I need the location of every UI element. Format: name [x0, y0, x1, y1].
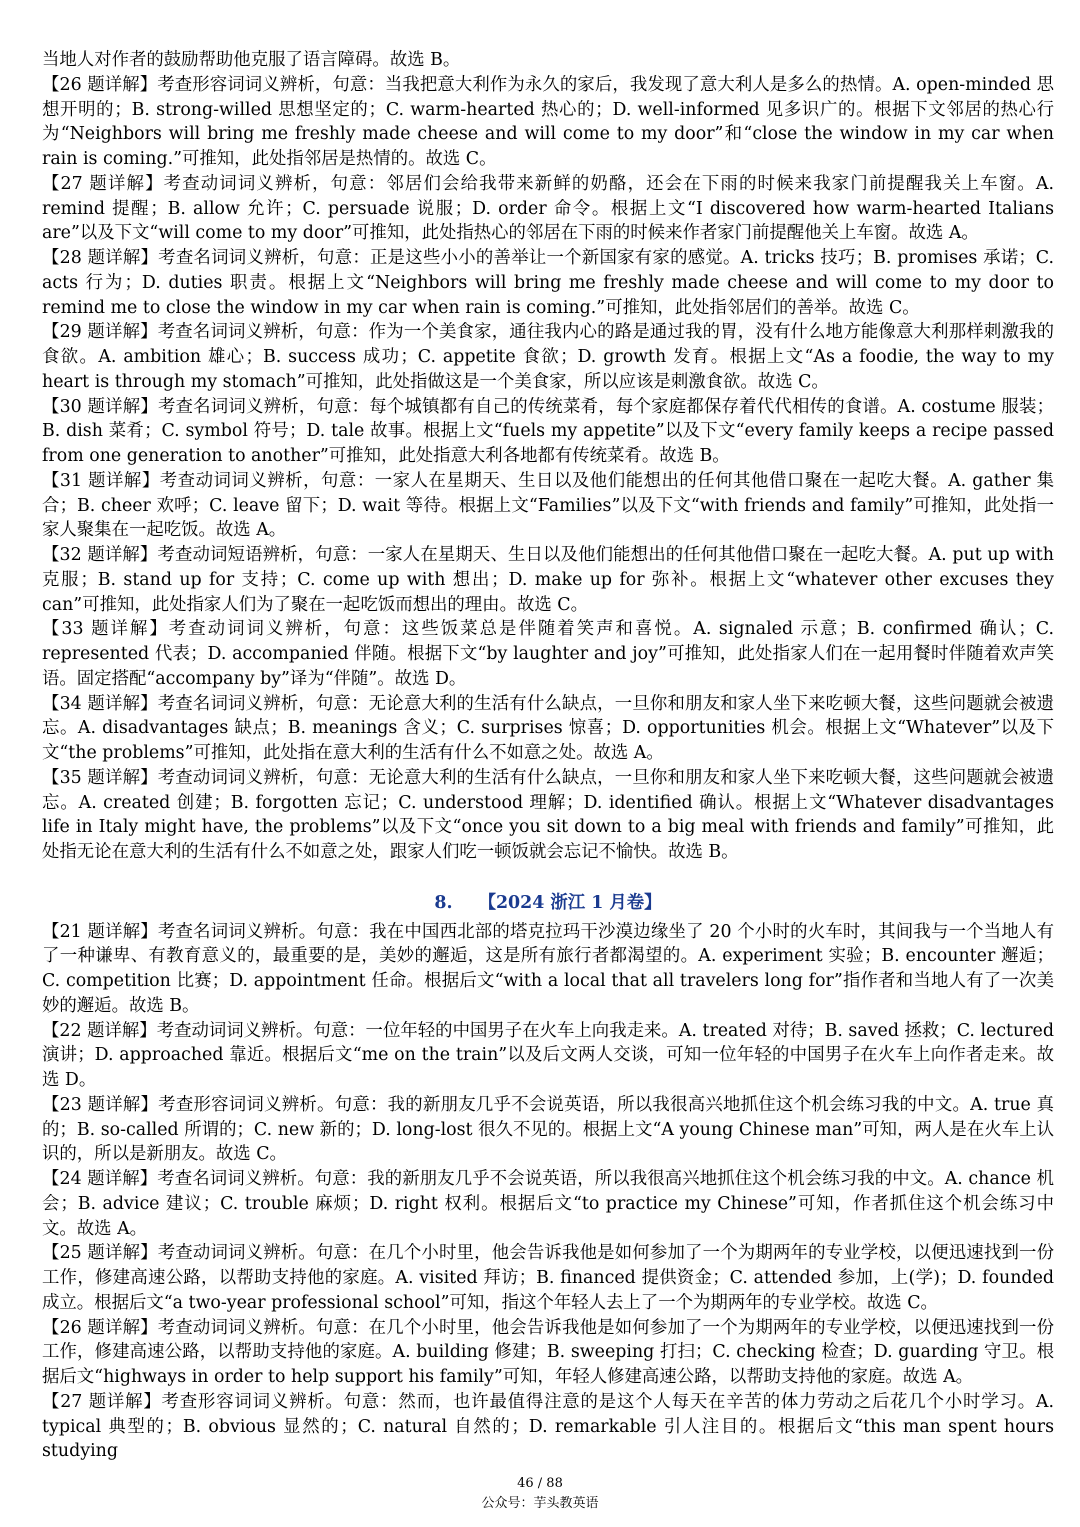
answer-explanation-q26: 【26 题详解】考查形容词词义辨析，句意：当我把意大利作为永久的家后，我发现了意大利人是多么的热情。A. open-minded 思想开明的；B. strong-willed 思想坚定的；C. warm-hearted 热心的；D. well-informed 见多识广的。根据下文邻居的热心行为“Neighbors will bring me freshly made cheese and will come to my door”和“close the window in my car when rain is coming.”可推知，此处指邻居是热情的。故选 C。 [42, 74, 1054, 169]
answer-explanation-q22: 【22 题详解】考查动词词义辨析。句意：一位年轻的中国男子在火车上向我走来。A. treated 对待；B. saved 拯救；C. lectured 演讲；D. approached 靠近。根据后文“me on the train”以及后文两人交谈，可知一位年轻的中国男子在火车上向作者走来。故选 D。 [42, 1020, 1054, 1090]
answer-explanation-q35: 【35 题详解】考查动词词义辨析，句意：无论意大利的生活有什么缺点，一旦你和朋友和家人坐下来吃顿大餐，这些问题就会被遗忘。A. created 创建；B. forgotten 忘记；C. understood 理解；D. identified 确认。根据上文“Whatever disadvantages life in Italy might have, the problems”以及下文“once you sit down to a big meal with friends and family”可推知，此处指无论在意大利的生活有什么不如意之处，跟家人们吃一顿饭就会忘记不愉快。故选 B。 [42, 767, 1054, 862]
answer-explanation-q34: 【34 题详解】考查名词词义辨析，句意：无论意大利的生活有什么缺点，一旦你和朋友和家人坐下来吃顿大餐，这些问题就会被遗忘。A. disadvantages 缺点；B. meanings 含义；C. surprises 惊喜；D. opportunities 机会。根据上文“Whatever”以及下文“the problems”可推知，此处指在意大利的生活有什么不如意之处。故选 A。 [42, 693, 1054, 763]
answer-explanation-q28: 【28 题详解】考查名词词义辨析，句意：正是这些小小的善举让一个新国家有家的感觉。A. tricks 技巧；B. promises 承诺；C. acts 行为；D. duties 职责。根据上文“Neighbors will bring me freshly made cheese and will come to my door to remind me to close the window in my car when rain is coming.”可推知，此处指邻居们的善举。故选 C。 [42, 248, 1054, 318]
answer-explanation-q27: 【27 题详解】考查动词词义辨析，句意：邻居们会给我带来新鲜的奶酪，还会在下雨的时候来我家门前提醒我关上车窗。A. remind 提醒；B. allow 允许；C. persuade 说服；D. order 命令。根据上文“I discovered how warm-hearted Italians are”以及下文“will come to my door”可推知，此处指热心的邻居在下雨的时候来作者家门前提醒他关上车窗。故选 A。 [42, 173, 1054, 244]
section-number: 8. [434, 892, 453, 913]
answer-explanation-q33: 【33 题详解】考查动词词义辨析，句意：这些饭菜总是伴随着笑声和喜悦。A. signaled 示意；B. confirmed 确认；C. represented 代表；D. accompanied 伴随。根据下文“by laughter and joy”可推知，此处指家人们在一起用餐时伴随着欢声笑语。固定搭配“accompany by”译为“伴随”。故选 D。 [42, 619, 1054, 689]
section-heading [42, 891, 1054, 916]
page-content [42, 48, 1054, 1464]
section-title: 【2024 浙江 1 月卷】 [478, 892, 662, 913]
answer-explanation-q27-b: 【27 题详解】考查形容词词义辨析。句意：然而，也许最值得注意的是这个人每天在辛苦的体力劳动之后花几个小时学习。A. typical 典型的；B. obvious 显然的；C. natural 自然的；D. remarkable 引人注目的。根据后文“this man spent hours studying [42, 1391, 1054, 1462]
answer-explanation-q25: 【25 题详解】考查动词词义辨析。句意：在几个小时里，他会告诉我他是如何参加了一个为期两年的专业学校，以便迅速找到一份工作，修建高速公路，以帮助支持他的家庭。A. visited 拜访；B. financed 提供资金；C. attended 参加，上(学)；D. founded 成立。根据后文“a two-year professional school”可知，指这个年轻人去上了一个为期两年的专业学校。故选 C。 [42, 1243, 1054, 1313]
answer-explanation-q30: 【30 题详解】考查名词词义辨析，句意：每个城镇都有自己的传统菜肴，每个家庭都保存着代代相传的食谱。A. costume 服装；B. dish 菜肴；C. symbol 符号；D. tale 故事。根据上文“fuels my appetite”以及下文“every family keeps a recipe passed from one generation to another”可推知，此处指意大利各地都有传统菜肴。故选 B。 [42, 396, 1054, 466]
page-number: 46 / 88 [517, 1476, 563, 1491]
page-footer [0, 1474, 1080, 1514]
answer-explanation-q32: 【32 题详解】考查动词短语辨析，句意：一家人在星期天、生日以及他们能想出的任何其他借口聚在一起吃大餐。A. put up with 克服；B. stand up for 支持；C. come up with 想出；D. make up for 弥补。根据上文“whatever other excuses they can”可推知，此处指家人们为了聚在一起吃饭而想出的理由。故选 C。 [42, 545, 1054, 615]
answer-explanation-q31: 【31 题详解】考查动词词义辨析，句意：一家人在星期天、生日以及他们能想出的任何其他借口聚在一起吃大餐。A. gather 集合；B. cheer 欢呼；C. leave 留下；D. wait 等待。根据上文“Families”以及下文“with friends and family”可推知，此处指一家人聚集在一起吃饭。故选 A。 [42, 470, 1054, 541]
footer-credit: 公众号：芋头教英语 [481, 1496, 599, 1511]
answer-explanation-q26-b: 【26 题详解】考查动词词义辨析。句意：在几个小时里，他会告诉我他是如何参加了一个为期两年的专业学校，以便迅速找到一份工作，修建高速公路，以帮助支持他的家庭。A. building 修建；B. sweeping 打扫；C. checking 检查；D. guarding 守卫。根据后文“highways in order to help support his family”可知，年轻人修建高速公路，以帮助支持他的家庭。故选 A。 [42, 1317, 1054, 1387]
answer-explanation-q24: 【24 题详解】考查名词词义辨析。句意：我的新朋友几乎不会说英语，所以我很高兴地抓住这个机会练习我的中文。A. chance 机会；B. advice 建议；C. trouble 麻烦；D. right 权利。根据后文“to practice my Chinese”可知，作者抓住这个机会练习中文。故选 A。 [42, 1169, 1054, 1239]
paragraph-continuation: 当地人对作者的鼓励帮助他克服了语言障碍。故选 B。 [42, 50, 461, 70]
answer-explanation-q29: 【29 题详解】考查名词词义辨析，句意：作为一个美食家，通往我内心的路是通过我的胃，没有什么地方能像意大利那样刺激我的食欲。A. ambition 雄心；B. success 成功；C. appetite 食欲；D. growth 发育。根据上文“As a foodie, the way to my heart is through my stomach”可推知，此处指做这是一个美食家，所以应该是刺激食欲。故选 C。 [42, 322, 1054, 392]
answer-explanation-q21: 【21 题详解】考查名词词义辨析。句意：我在中国西北部的塔克拉玛干沙漠边缘坐了 20 个小时的火车时，其间我与一个当地人有了一种谦卑、有教育意义的，最重要的是，美妙的邂逅，这是所有旅行者都渴望的。A. experiment 实验；B. encounter 邂逅；C. competition 比赛；D. appointment 任命。根据后文“with a local that all travelers long for”指作者和当地人有了一次美妙的邂逅。故选 B。 [42, 921, 1054, 1016]
answer-explanation-q23: 【23 题详解】考查形容词词义辨析。句意：我的新朋友几乎不会说英语，所以我很高兴地抓住这个机会练习我的中文。A. true 真的；B. so-called 所谓的；C. new 新的；D. long-lost 很久不见的。根据上文“A young Chinese man”可知，两人是在火车上认识的，所以是新朋友。故选 C。 [42, 1094, 1054, 1165]
